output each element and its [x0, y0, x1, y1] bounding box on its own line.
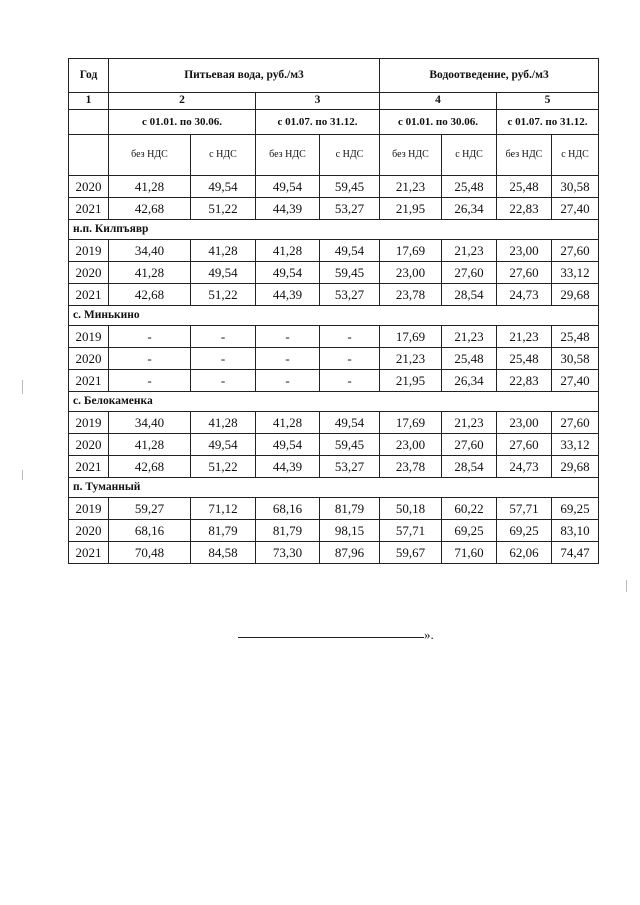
header-vat: без НДС [380, 135, 442, 176]
tariff-cell: 28,54 [442, 284, 497, 306]
header-vat: с НДС [442, 135, 497, 176]
header-vat: с НДС [552, 135, 599, 176]
tariff-cell: 70,48 [109, 542, 191, 564]
year-cell: 2021 [69, 542, 109, 564]
tariff-cell: - [256, 370, 320, 392]
tariff-cell: 69,25 [497, 520, 552, 542]
tariff-cell: 34,40 [109, 412, 191, 434]
scan-artifact [626, 580, 627, 592]
tariff-cell: 49,54 [320, 412, 380, 434]
header-num: 5 [497, 93, 599, 110]
header-row-vat [69, 135, 599, 176]
tariff-cell: 17,69 [380, 412, 442, 434]
year-cell: 2019 [69, 412, 109, 434]
tariff-cell: 59,27 [109, 498, 191, 520]
table-row [69, 370, 599, 392]
tariff-cell: 53,27 [320, 456, 380, 478]
tariff-cell: - [256, 326, 320, 348]
tariff-cell: 27,40 [552, 370, 599, 392]
tariff-cell: 69,25 [442, 520, 497, 542]
header-vat: без НДС [109, 135, 191, 176]
year-cell: 2019 [69, 240, 109, 262]
header-num: 2 [109, 93, 256, 110]
header-vat: без НДС [256, 135, 320, 176]
table-row [69, 326, 599, 348]
tariff-cell: 33,12 [552, 434, 599, 456]
tariff-cell: - [320, 348, 380, 370]
tariff-cell: 21,23 [442, 326, 497, 348]
tariff-cell: 24,73 [497, 456, 552, 478]
tariff-cell: 68,16 [256, 498, 320, 520]
section-title: с. Минькино [69, 306, 599, 326]
table-row [69, 240, 599, 262]
header-blank [69, 110, 109, 135]
tariff-cell: 49,54 [256, 434, 320, 456]
header-period: с 01.01. по 30.06. [109, 110, 256, 135]
tariff-cell: 81,79 [256, 520, 320, 542]
tariff-cell: 42,68 [109, 456, 191, 478]
tariff-cell: 51,22 [191, 456, 256, 478]
tariff-cell: 71,12 [191, 498, 256, 520]
tariff-cell: 26,34 [442, 198, 497, 220]
year-cell: 2019 [69, 326, 109, 348]
tariff-cell: 28,54 [442, 456, 497, 478]
section-row [69, 478, 599, 498]
tariff-cell: 23,78 [380, 284, 442, 306]
header-vat: с НДС [320, 135, 380, 176]
tariff-cell: 27,60 [552, 240, 599, 262]
tariff-cell: 27,60 [497, 434, 552, 456]
tariff-cell: 81,79 [320, 498, 380, 520]
table-row [69, 176, 599, 198]
tariff-cell: - [191, 326, 256, 348]
tariff-cell: 41,28 [191, 412, 256, 434]
tariff-cell: 21,23 [442, 412, 497, 434]
tariff-cell: 23,00 [380, 262, 442, 284]
tariff-cell: 51,22 [191, 198, 256, 220]
tariff-cell: 30,58 [552, 176, 599, 198]
tariff-cell: 25,48 [442, 176, 497, 198]
tariff-cell: - [191, 348, 256, 370]
tariff-cell: 60,22 [442, 498, 497, 520]
tariff-cell: 83,10 [552, 520, 599, 542]
header-period: с 01.01. по 30.06. [380, 110, 497, 135]
table-row [69, 520, 599, 542]
tariff-cell: 50,18 [380, 498, 442, 520]
tariff-cell: 21,23 [380, 348, 442, 370]
tariff-cell: 22,83 [497, 370, 552, 392]
year-cell: 2020 [69, 434, 109, 456]
tariff-cell: 26,34 [442, 370, 497, 392]
header-vat: без НДС [497, 135, 552, 176]
header-num: 4 [380, 93, 497, 110]
header-row-periods [69, 110, 599, 135]
tariff-cell: 87,96 [320, 542, 380, 564]
section-row [69, 392, 599, 412]
tariff-cell: 59,45 [320, 262, 380, 284]
scan-artifact [22, 470, 23, 480]
tariff-cell: 49,54 [191, 262, 256, 284]
closing-quote: ». [424, 627, 434, 642]
section-row [69, 220, 599, 240]
section-title: н.п. Килпъявр [69, 220, 599, 240]
tariff-cell: - [256, 348, 320, 370]
year-cell: 2020 [69, 176, 109, 198]
header-blank [69, 135, 109, 176]
tariff-cell: - [320, 370, 380, 392]
table-row [69, 456, 599, 478]
tariff-cell: 98,15 [320, 520, 380, 542]
tariff-cell: 59,67 [380, 542, 442, 564]
year-cell: 2021 [69, 284, 109, 306]
table-row [69, 198, 599, 220]
header-row-numbers [69, 93, 599, 110]
tariff-cell: - [109, 370, 191, 392]
tariff-cell: 27,60 [442, 434, 497, 456]
table-row [69, 262, 599, 284]
tariff-cell: 57,71 [497, 498, 552, 520]
tariff-cell: - [109, 326, 191, 348]
tariff-cell: 23,00 [497, 240, 552, 262]
tariff-cell: 53,27 [320, 284, 380, 306]
section-title: с. Белокаменка [69, 392, 599, 412]
section-title: п. Туманный [69, 478, 599, 498]
underline-blank [238, 637, 424, 638]
tariff-cell: 74,47 [552, 542, 599, 564]
tariff-cell: 17,69 [380, 326, 442, 348]
tariff-cell: 27,60 [497, 262, 552, 284]
header-period: с 01.07. по 31.12. [256, 110, 380, 135]
section-row [69, 306, 599, 326]
tariff-cell: 84,58 [191, 542, 256, 564]
tariff-cell: 27,40 [552, 198, 599, 220]
tariff-cell: 49,54 [320, 240, 380, 262]
header-drinking-water: Питьевая вода, руб./м3 [109, 59, 380, 93]
tariff-cell: 69,25 [552, 498, 599, 520]
tariff-cell: 41,28 [109, 434, 191, 456]
header-row-titles [69, 59, 599, 93]
year-cell: 2021 [69, 370, 109, 392]
tariff-cell: - [109, 348, 191, 370]
tariff-cell: 49,54 [191, 434, 256, 456]
year-cell: 2020 [69, 348, 109, 370]
tariff-cell: 25,48 [552, 326, 599, 348]
year-cell: 2020 [69, 262, 109, 284]
tariff-cell: 33,12 [552, 262, 599, 284]
tariff-cell: 41,28 [109, 176, 191, 198]
year-cell: 2021 [69, 456, 109, 478]
tariff-cell: 81,79 [191, 520, 256, 542]
tariff-cell: 21,95 [380, 370, 442, 392]
tariff-cell: 27,60 [552, 412, 599, 434]
tariff-cell: 49,54 [256, 176, 320, 198]
tariff-cell: 44,39 [256, 284, 320, 306]
tariff-cell: 49,54 [191, 176, 256, 198]
tariff-cell: 57,71 [380, 520, 442, 542]
tariff-cell: 42,68 [109, 198, 191, 220]
table-row [69, 434, 599, 456]
tariff-cell: 21,95 [380, 198, 442, 220]
tariff-cell: 23,00 [380, 434, 442, 456]
tariff-cell: 59,45 [320, 434, 380, 456]
tariff-cell: - [320, 326, 380, 348]
header-sewerage: Водоотведение, руб./м3 [380, 59, 599, 93]
tariff-cell: 24,73 [497, 284, 552, 306]
table-row [69, 412, 599, 434]
tariff-cell: 41,28 [256, 412, 320, 434]
tariff-cell: 42,68 [109, 284, 191, 306]
tariff-cell: 34,40 [109, 240, 191, 262]
tariff-cell: 21,23 [497, 326, 552, 348]
tariff-cell: 41,28 [256, 240, 320, 262]
tariff-cell: 29,68 [552, 284, 599, 306]
year-cell: 2021 [69, 198, 109, 220]
tariff-cell: 62,06 [497, 542, 552, 564]
header-num: 3 [256, 93, 380, 110]
tariff-cell: 23,00 [497, 412, 552, 434]
tariff-cell: 25,48 [442, 348, 497, 370]
tariff-cell: 68,16 [109, 520, 191, 542]
tariff-cell: 49,54 [256, 262, 320, 284]
year-cell: 2020 [69, 520, 109, 542]
tariff-cell: 27,60 [442, 262, 497, 284]
closing-line [238, 625, 468, 645]
tariff-cell: 73,30 [256, 542, 320, 564]
scan-artifact [22, 380, 23, 394]
header-num: 1 [69, 93, 109, 110]
tariff-cell: 41,28 [109, 262, 191, 284]
tariff-cell: 29,68 [552, 456, 599, 478]
tariff-cell: 23,78 [380, 456, 442, 478]
table-row [69, 498, 599, 520]
tariff-cell: 44,39 [256, 456, 320, 478]
header-vat: с НДС [191, 135, 256, 176]
year-cell: 2019 [69, 498, 109, 520]
tariff-cell: - [191, 370, 256, 392]
tariff-table [68, 58, 599, 564]
tariff-cell: 44,39 [256, 198, 320, 220]
tariff-cell: 53,27 [320, 198, 380, 220]
tariff-cell: 17,69 [380, 240, 442, 262]
tariff-cell: 25,48 [497, 348, 552, 370]
tariff-cell: 22,83 [497, 198, 552, 220]
table-row [69, 542, 599, 564]
tariff-cell: 21,23 [442, 240, 497, 262]
table-body [69, 176, 599, 564]
header-period: с 01.07. по 31.12. [497, 110, 599, 135]
tariff-cell: 21,23 [380, 176, 442, 198]
header-year: Год [69, 59, 109, 93]
tariff-cell: 51,22 [191, 284, 256, 306]
tariff-cell: 25,48 [497, 176, 552, 198]
table-row [69, 348, 599, 370]
tariff-cell: 59,45 [320, 176, 380, 198]
tariff-cell: 30,58 [552, 348, 599, 370]
tariff-cell: 71,60 [442, 542, 497, 564]
table-row [69, 284, 599, 306]
tariff-cell: 41,28 [191, 240, 256, 262]
